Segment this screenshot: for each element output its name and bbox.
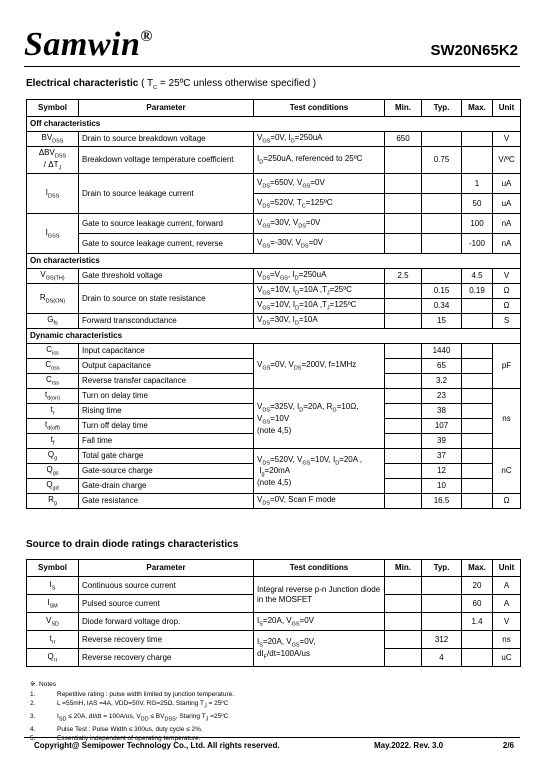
table-row: Gate to source leakage current, reverse $V_{GS}=-30V$, $V_{DS}=0V$ -100 nA <box>27 234 521 254</box>
table-row: $Q_{gs}$ Gate-source charge 12 <box>27 464 521 479</box>
group-on: On characteristics <box>27 254 521 269</box>
note-item: 4. Pulse Test : Pulse Width ≤ 300us, duty cycle ≤ 2%. <box>30 725 203 733</box>
notes-title: ※. Notes <box>30 681 57 688</box>
page-number: 2/6 <box>502 741 514 750</box>
footer-rule <box>24 737 520 738</box>
table-row: $V_{GS}=10V$, $I_D=10A$ $,T_J=125ºC$ 0.34 Ω <box>27 299 521 314</box>
section-title-diode: Source to drain diode ratings characteristics <box>26 539 239 550</box>
table-row: $V_{SD}$ Diode forward voltage drop. $I_S=20A$, $V_{GS}=0V$ 1.4 V <box>27 613 521 631</box>
table-row: $I_S$ Continuous source current Integral reverse p-n Junction diode in the MOSFET 20 A <box>27 577 521 595</box>
section-title-electrical: Electrical characteristic ( $T_C$ = 25ºC unless otherwise specified ) <box>26 78 317 91</box>
col-parameter: Parameter <box>79 100 254 117</box>
table-header-row: Symbol Parameter Test conditions Min. Typ. Max. Unit <box>27 560 521 577</box>
table-row: $\Delta BV_{DSS}$ / $\Delta T_J$ Breakdown voltage temperature coefficient $I_D=250uA$, referenced to 25ºC 0.75 V/ºC <box>27 147 521 174</box>
note-item: 3. $I_{SD} \le 20A$, dI/dt = 100A/us, $V_{DD} \le BV_{DSS}$, Staring $T_J$ =25ºC <box>30 712 229 723</box>
col-typ: Typ. <box>422 100 462 117</box>
note-item: 5. Essentially independent of operating temperature. <box>30 735 201 743</box>
table-row: $I_{DSS}$ Drain to source leakage current $V_{DS}=650V$, $V_{GS}=0V$ 1 uA <box>27 174 521 194</box>
table-row: $C_{oss}$ Output capacitance 65 <box>27 359 521 374</box>
table-row: $BV_{DSS}$ Drain to source breakdown voltage $V_{GS}=0V$, $I_D=250uA$ 650 V <box>27 132 521 147</box>
col-unit: Unit <box>493 100 521 117</box>
group-dynamic: Dynamic characteristics <box>27 329 521 344</box>
col-symbol: Symbol <box>27 100 79 117</box>
table-row: $t_{rr}$ Reverse recovery time $I_S=20A$, $V_{GS}=0V$, $dI_F/dt=100A/us$ 312 ns <box>27 631 521 649</box>
company-logo: Samwin® <box>24 26 153 63</box>
col-min: Min. <box>385 100 422 117</box>
diode-ratings-table <box>26 559 521 667</box>
table-header-row <box>27 100 521 117</box>
table-row: $t_r$ Rising time 38 <box>27 404 521 419</box>
group-off: Off characteristics <box>27 117 521 132</box>
table-row: $G_{fs}$ Forward transconductance $V_{DS}=30V$, $I_D=10A$ 15 S <box>27 314 521 329</box>
note-item: 1. Repetitive rating : pulse width limited by junction temperature. <box>30 690 235 698</box>
col-max: Max. <box>462 100 493 117</box>
header-rule <box>24 66 520 67</box>
note-item: 2. L =55mH, IAS =4A, VDD=50V, RG=25Ω, Starting $T_J$ = 25ºC <box>30 700 229 710</box>
table-row: $R_{DS(ON)}$ Drain to source on state resistance $V_{GS}=10V$, $I_D=10A$ $,T_J=25ºC$ 0.15 0.19 Ω <box>27 284 521 299</box>
table-row: $C_{rss}$ Reverse transfer capacitance 3.2 <box>27 374 521 389</box>
electrical-characteristics-table <box>26 99 521 509</box>
table-row: $t_f$ Fall time 39 <box>27 434 521 449</box>
copyright: Copyright@ Semipower Technology Co., Ltd. All rights reserved. <box>34 741 280 750</box>
revision: May.2022. Rev. 3.0 <box>374 741 444 750</box>
table-row: $I_{GSS}$ Gate to source leakage current, forward $V_{GS}=30V$, $V_{DS}=0V$ 100 nA <box>27 214 521 234</box>
table-row: $Q_g$ Total gate charge $V_{DS}=520V$, $V_{GS}=10V$, $I_D=20A$ , $I_g=20mA$ (note 4,5) 37 nC <box>27 449 521 464</box>
table-row: $Q_{rr}$ Reverse recovery charge 4 uC <box>27 649 521 667</box>
table-row: $I_{SM}$ Pulsed source current 60 A <box>27 595 521 613</box>
table-row: $V_{GS(TH)}$ Gate threshold voltage $V_{DS}=V_{GS}$, $I_D=250uA$ 2.5 4.5 V <box>27 269 521 284</box>
part-number: SW20N65K2 <box>430 42 518 59</box>
table-row: $t_{d(off)}$ Turn off delay time 107 <box>27 419 521 434</box>
table-row: $R_g$ Gate resistance $V_{DS}=0V$, Scan F mode 16.5 Ω <box>27 494 521 509</box>
footer <box>34 741 514 750</box>
table-row: $V_{DS}=520V$, $T_C=125ºC$ 50 uA <box>27 194 521 214</box>
notes <box>30 680 234 744</box>
col-test-conditions: Test conditions <box>254 100 385 117</box>
table-row: $C_{iss}$ Input capacitance $V_{GS}=0V$, $V_{DS}=200V$, f=1MHz 1440 pF <box>27 344 521 359</box>
table-row: $Q_{gd}$ Gate-drain charge 10 <box>27 479 521 494</box>
table-row: $t_{d(on)}$ Turn on delay time $V_{DS}=325V$, $I_D=20A$, $R_G=10\Omega$, $V_{GS}=10V$ (note 4,5) 23 ns <box>27 389 521 404</box>
